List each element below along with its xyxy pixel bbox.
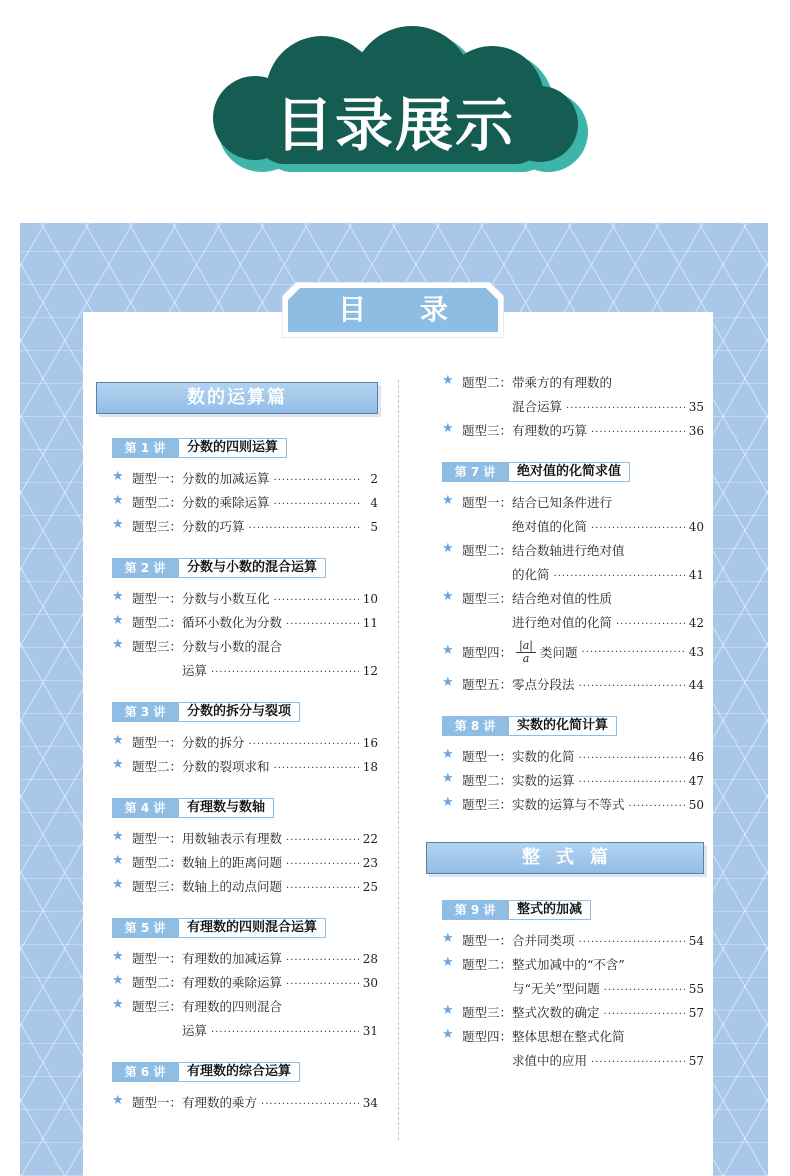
entry-text: 题型五：零点分段法 [462, 677, 575, 692]
leader-dots [286, 856, 359, 873]
entry-text: 与“无关”型问题 [512, 981, 600, 996]
toc-tab [282, 282, 504, 338]
page-number: 46 [688, 750, 704, 764]
entry-line [132, 590, 378, 607]
page-number: 11 [362, 616, 378, 630]
page-number: 54 [688, 934, 704, 948]
part-header-number-operations [96, 382, 378, 414]
page-number: 40 [688, 520, 704, 534]
lecture-header [112, 558, 378, 578]
entry-text: 题型一：实数的化简 [462, 749, 575, 764]
star-icon: ★ [442, 493, 454, 508]
lecture-title: 有理数与数轴 [178, 798, 274, 818]
leader-dots [274, 760, 359, 777]
star-icon: ★ [442, 955, 454, 970]
page-number: 42 [688, 616, 704, 630]
toc-entry[interactable] [96, 638, 378, 679]
star-icon: ★ [112, 517, 124, 532]
leader-dots [274, 496, 360, 513]
lecture-title: 分数与小数的混合运算 [178, 558, 326, 578]
star-icon: ★ [442, 589, 454, 604]
entry-line [462, 422, 704, 439]
lecture-group [96, 1062, 378, 1134]
lecture-title: 有理数的四则混合运算 [178, 918, 326, 938]
entry-line [462, 566, 704, 583]
page-number: 16 [362, 736, 378, 750]
entry-line [132, 974, 378, 991]
page-number: 35 [688, 400, 704, 414]
entry-text: 的化简 [512, 567, 550, 582]
toc-entry[interactable] [426, 956, 704, 997]
leader-dots [286, 976, 359, 993]
leader-dots [249, 520, 360, 537]
entry-line [462, 614, 704, 631]
lecture-header [442, 716, 704, 736]
entry-text: 题型三：分数与小数的混合 [132, 639, 283, 654]
lecture-number: 第 4 讲 [112, 798, 178, 818]
toc-entry[interactable] [426, 796, 704, 813]
entry-text: 题型二：数轴上的距离问题 [132, 855, 283, 870]
star-icon: ★ [112, 637, 124, 652]
page-number: 4 [370, 496, 378, 510]
toc-entry[interactable] [426, 494, 704, 535]
toc-entry[interactable] [426, 422, 704, 439]
toc-entry[interactable] [426, 638, 704, 666]
star-icon: ★ [442, 675, 454, 690]
page-number: 43 [688, 644, 704, 659]
toc-entry[interactable] [96, 998, 378, 1039]
lecture-number: 第 2 讲 [112, 558, 178, 578]
entry-line [462, 748, 704, 765]
leader-dots [604, 1006, 685, 1023]
entry-text: 题型二：结合数轴进行绝对值 [462, 543, 625, 558]
lecture-group [96, 798, 378, 918]
entry-text: 题型二：分数的乘除运算 [132, 495, 270, 510]
star-icon: ★ [442, 747, 454, 762]
toc-entry[interactable] [96, 950, 378, 967]
lecture-7 [426, 462, 704, 693]
toc-entry[interactable] [426, 772, 704, 789]
page-number: 28 [362, 952, 378, 966]
toc-entry[interactable] [426, 542, 704, 583]
lecture-number: 第 6 讲 [112, 1062, 178, 1082]
leader-dots [591, 1054, 685, 1071]
entry-line [462, 374, 704, 391]
lecture-title: 绝对值的化简求值 [508, 462, 630, 482]
lecture-title: 实数的化简计算 [508, 716, 617, 736]
fraction-denominator: a [522, 651, 530, 665]
entry-text: 题型三：有理数的四则混合 [132, 999, 283, 1014]
entry-line [132, 950, 378, 967]
star-icon: ★ [442, 1027, 454, 1042]
entry-text: 题型三：整式次数的确定 [462, 1005, 600, 1020]
entry-text: 题型三：分数的巧算 [132, 519, 245, 534]
page-number: 10 [362, 592, 378, 606]
star-icon: ★ [112, 997, 124, 1012]
leader-dots [249, 736, 359, 753]
lecture-number: 第 8 讲 [442, 716, 508, 736]
leader-dots [211, 1024, 359, 1041]
page-number: 18 [362, 760, 378, 774]
star-icon: ★ [112, 613, 124, 628]
leader-dots [579, 774, 685, 791]
page-number: 12 [362, 664, 378, 678]
entry-text: 题型一：分数的加减运算 [132, 471, 270, 486]
star-icon: ★ [112, 949, 124, 964]
entry-line [462, 518, 704, 535]
entry-text: 题型一：分数与小数互化 [132, 591, 270, 606]
entry-line [132, 470, 378, 487]
entry-text: 题型三：结合绝对值的性质 [462, 591, 613, 606]
lecture-group [96, 558, 378, 702]
leader-dots [286, 832, 359, 849]
left-lecture-list [96, 438, 378, 1134]
entry-text: 题型二：实数的运算 [462, 773, 575, 788]
entry-line [132, 662, 378, 679]
toc-entry[interactable] [96, 830, 378, 847]
page-number: 5 [370, 520, 378, 534]
left-column [96, 382, 378, 1134]
entry-text: 题型三：有理数的巧算 [462, 423, 588, 438]
page-number: 36 [688, 424, 704, 438]
page-number: 22 [362, 832, 378, 846]
fraction-numerator: |a| [516, 640, 536, 653]
toc-entry[interactable] [426, 748, 704, 765]
lecture-title: 整式的加减 [508, 900, 591, 920]
star-icon: ★ [112, 829, 124, 844]
entry-line [132, 1094, 378, 1111]
entry-line [462, 1004, 704, 1021]
star-icon: ★ [112, 493, 124, 508]
lecture-header [112, 1062, 378, 1082]
toc-entry[interactable] [96, 974, 378, 991]
star-icon: ★ [442, 771, 454, 786]
lecture-group [96, 702, 378, 798]
lecture-title: 分数的四则运算 [178, 438, 287, 458]
page-number: 41 [688, 568, 704, 582]
toc-entry[interactable] [96, 494, 378, 511]
banner-title: 目录展示 [274, 91, 515, 159]
toc-entry[interactable] [96, 878, 378, 895]
page-number: 2 [370, 472, 378, 486]
leader-dots [286, 616, 359, 633]
entry-text: 题型三：实数的运算与不等式 [462, 797, 625, 812]
leader-dots [274, 592, 359, 609]
entry-line [462, 956, 704, 973]
star-icon: ★ [442, 421, 454, 436]
entry-line [462, 590, 704, 607]
entry-line [462, 932, 704, 949]
star-icon: ★ [442, 643, 454, 658]
toc-label: 目 录 [338, 293, 470, 326]
leader-dots [591, 424, 685, 441]
toc-entry[interactable] [96, 734, 378, 751]
toc-entry[interactable] [96, 470, 378, 487]
entry-line [132, 830, 378, 847]
part-title: 整式篇 [522, 847, 624, 868]
entry-line [462, 542, 704, 559]
lecture-header [442, 462, 704, 482]
page-number: 57 [688, 1054, 704, 1068]
lecture-6-continued [426, 374, 704, 439]
leader-dots [579, 750, 685, 767]
lecture-9 [426, 900, 704, 1069]
entry-text: 题型二：循环小数化为分数 [132, 615, 283, 630]
entry-line [132, 854, 378, 871]
entry-text: 题型四： [462, 644, 513, 660]
entry-line [132, 878, 378, 895]
star-icon: ★ [112, 757, 124, 772]
star-icon: ★ [112, 973, 124, 988]
entry-text: 题型一：有理数的加减运算 [132, 951, 283, 966]
entry-text: 题型一：合并同类项 [462, 933, 575, 948]
toc-entry[interactable] [426, 676, 704, 693]
leader-dots [604, 982, 685, 999]
leader-dots [629, 798, 685, 815]
star-icon: ★ [112, 589, 124, 604]
entry-text: 题型二：有理数的乘除运算 [132, 975, 283, 990]
toc-entry[interactable] [96, 614, 378, 631]
toc-entry[interactable] [426, 1028, 704, 1069]
lecture-header [112, 918, 378, 938]
entry-line [132, 518, 378, 535]
leader-dots [274, 472, 360, 489]
toc-entry[interactable] [96, 1094, 378, 1111]
lecture-8 [426, 716, 704, 813]
entry-text: 类问题 [540, 644, 578, 660]
lecture-header [442, 900, 704, 920]
leader-dots [554, 568, 685, 585]
star-icon: ★ [442, 795, 454, 810]
leader-dots [286, 952, 359, 969]
entry-line [462, 1052, 704, 1069]
lecture-group [96, 438, 378, 558]
part-title: 数的运算篇 [187, 387, 287, 408]
entry-line [462, 398, 704, 415]
entry-line [132, 1022, 378, 1039]
lecture-header [112, 798, 378, 818]
page-number: 25 [362, 880, 378, 894]
entry-line [132, 734, 378, 751]
page-number: 47 [688, 774, 704, 788]
page-number: 31 [362, 1024, 378, 1038]
lecture-number: 第 3 讲 [112, 702, 178, 722]
leader-dots [616, 616, 685, 633]
entry-line [462, 1028, 704, 1045]
entry-text: 进行绝对值的化简 [512, 615, 613, 630]
toc-entry[interactable] [96, 758, 378, 775]
column-divider [398, 380, 399, 1140]
entry-text: 题型一：有理数的乘方 [132, 1095, 258, 1110]
entry-text: 题型一：用数轴表示有理数 [132, 831, 283, 846]
lecture-title: 有理数的综合运算 [178, 1062, 300, 1082]
toc-entry[interactable] [426, 374, 704, 415]
lecture-number: 第 9 讲 [442, 900, 508, 920]
star-icon: ★ [112, 1093, 124, 1108]
lecture-group [96, 918, 378, 1062]
leader-dots [582, 644, 685, 661]
page-number: 44 [688, 678, 704, 692]
entry-text: 题型四：整体思想在整式化简 [462, 1029, 625, 1044]
toc-entry[interactable] [96, 590, 378, 607]
page-number: 55 [688, 982, 704, 996]
entry-text: 运算 [182, 1023, 208, 1038]
entry-line [462, 796, 704, 813]
lecture-number: 第 1 讲 [112, 438, 178, 458]
entry-text: 题型一：分数的拆分 [132, 735, 245, 750]
right-column [426, 374, 704, 1076]
star-icon: ★ [442, 1003, 454, 1018]
lecture-number: 第 7 讲 [442, 462, 508, 482]
entry-line [462, 772, 704, 789]
lecture-number: 第 5 讲 [112, 918, 178, 938]
page-number: 34 [362, 1096, 378, 1110]
entry-line [462, 638, 704, 666]
lecture-title: 分数的拆分与裂项 [178, 702, 300, 722]
star-icon: ★ [442, 373, 454, 388]
entry-line [132, 494, 378, 511]
leader-dots [579, 934, 685, 951]
toc-entry[interactable] [96, 854, 378, 871]
entry-text: 求值中的应用 [512, 1053, 588, 1068]
entry-line [462, 980, 704, 997]
entry-text: 混合运算 [512, 399, 563, 414]
entry-line [462, 494, 704, 511]
toc-entry[interactable] [96, 518, 378, 535]
entry-text: 绝对值的化简 [512, 519, 588, 534]
entry-text: 题型三：数轴上的动点问题 [132, 879, 283, 894]
page-number: 50 [688, 798, 704, 812]
entry-line [132, 998, 378, 1015]
leader-dots [286, 880, 359, 897]
star-icon: ★ [442, 931, 454, 946]
entry-line [132, 614, 378, 631]
entry-line [132, 758, 378, 775]
leader-dots [591, 520, 685, 537]
toc-entry[interactable] [426, 590, 704, 631]
leader-dots [211, 664, 359, 681]
page-number: 23 [362, 856, 378, 870]
star-icon: ★ [112, 469, 124, 484]
star-icon: ★ [112, 853, 124, 868]
entry-text: 题型二：整式加减中的“不含” [462, 957, 625, 972]
star-icon: ★ [112, 877, 124, 892]
entry-text: 运算 [182, 663, 208, 678]
entry-line [132, 638, 378, 655]
star-icon: ★ [112, 733, 124, 748]
fraction [516, 640, 536, 665]
entry-text: 题型二：带乘方的有理数的 [462, 375, 613, 390]
entry-line [462, 676, 704, 693]
leader-dots [261, 1096, 359, 1113]
entry-text: 题型一：结合已知条件进行 [462, 495, 613, 510]
star-icon: ★ [442, 541, 454, 556]
leader-dots [566, 400, 685, 417]
banner [0, 0, 790, 200]
toc-entry[interactable] [426, 1004, 704, 1021]
part-header-polynomials [426, 842, 704, 874]
lecture-header [112, 438, 378, 458]
page-number: 30 [362, 976, 378, 990]
toc-entry[interactable] [426, 932, 704, 949]
entry-text: 题型二：分数的裂项求和 [132, 759, 270, 774]
leader-dots [579, 678, 685, 695]
page-number: 57 [688, 1006, 704, 1020]
lecture-header [112, 702, 378, 722]
